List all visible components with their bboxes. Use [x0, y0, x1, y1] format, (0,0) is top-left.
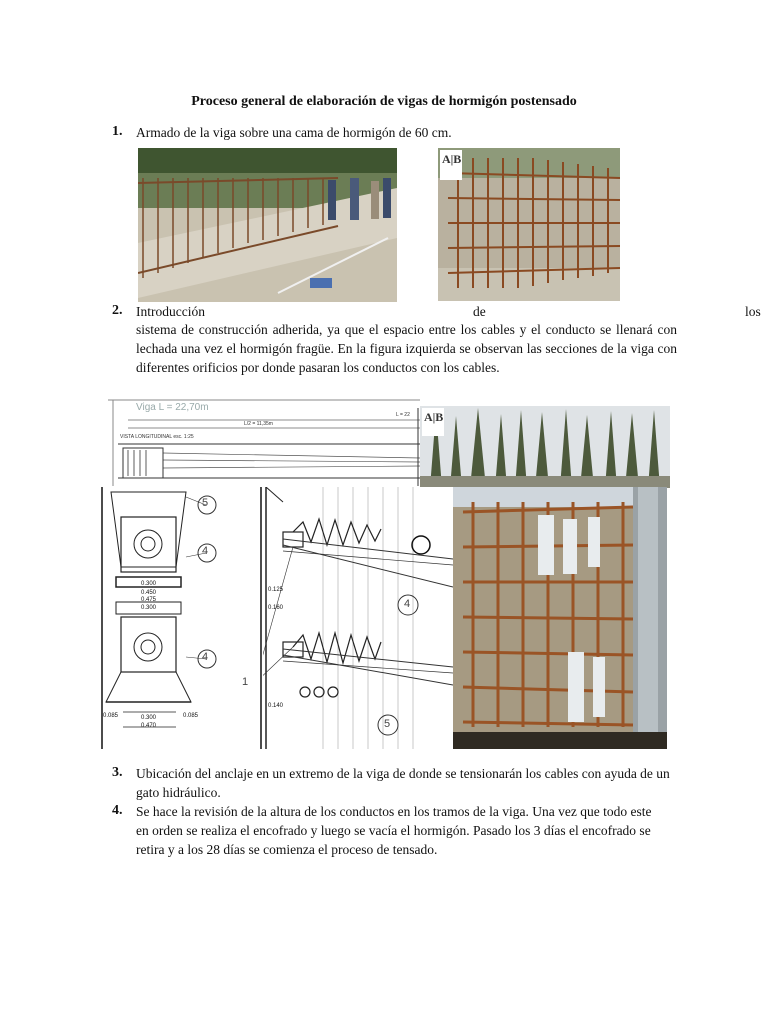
logo-ab: A|B	[442, 152, 462, 166]
drawing-cross-sections	[101, 487, 263, 749]
item-4-number: 4.	[112, 803, 123, 818]
section-dim-6: 0.470	[141, 723, 157, 729]
drawing-view-label: VISTA LONGITUDINAL esc. 1:25	[120, 434, 194, 440]
section-dim-2: 0.450	[141, 590, 157, 596]
section-dim-3: 0.475	[141, 597, 157, 603]
item-2-word-a: Introducción	[136, 304, 205, 319]
drawing-beam-length-title: Viga L = 22,70m	[136, 402, 209, 413]
section-callout-5: 5	[202, 497, 209, 509]
section-dim-1: 0.300	[141, 581, 157, 587]
anchor-dim-1: 0.125	[268, 587, 284, 593]
item-3-text: Ubicación del anclaje en un extremo de la viga de donde se tensionarán los cables con ayuda de un gato hidráulico.	[136, 766, 670, 800]
section-dim-4: 0.300	[141, 605, 157, 611]
item-3-number: 3.	[112, 765, 123, 780]
item-1-number: 1.	[112, 124, 123, 139]
section-callout-4b: 4	[202, 651, 209, 663]
section-dim-left: 0.085	[103, 713, 119, 719]
drawing-anchor-detail	[242, 487, 453, 749]
section-dim-5: 0.300	[141, 715, 157, 721]
photo-beam-rebar-site	[138, 148, 397, 302]
item-2-number: 2.	[112, 303, 123, 318]
drawing-length: L = 22	[396, 412, 410, 418]
anchor-dim-2: 0.160	[268, 605, 284, 611]
photo-rebar-cage-closeup	[438, 148, 620, 301]
logo-ab-2: A|B	[424, 410, 444, 424]
item-2-word-b: de	[473, 304, 486, 319]
photo-trees-site	[420, 406, 670, 488]
section-dim-right: 0.085	[183, 713, 199, 719]
item-2-text: sistema de construcción adherida, ya que el espacio entre los cables y el conducto se llenará con lechada una vez el hormigón fragüe. En la figura izquierda se observan las secciones de la viga con diferentes orificios por donde pasaran los conductos con los cables.	[136, 322, 677, 375]
photo-anchorage-ducts	[453, 487, 667, 749]
anchor-callout-5: 5	[384, 718, 391, 730]
drawing-half-span: L/2 = 11,35m	[244, 421, 273, 427]
item-2-word-c: los	[745, 304, 761, 319]
anchor-callout-1: 1	[242, 676, 249, 688]
item-1-text: Armado de la viga sobre una cama de hormigón de 60 cm.	[136, 125, 452, 140]
anchor-dim-3: 0.140	[268, 703, 284, 709]
drawing-longitudinal-view	[108, 398, 420, 486]
anchor-callout-4: 4	[404, 598, 411, 610]
item-4-text: Se hace la revisión de la altura de los conductos en los tramos de la viga. Una vez que todo este en orden se realiza el encofrado y luego se vacía el hormigón. Pasado los 3 días el encofrado se retira y a los 28 días se comienza el proceso de tensado.	[136, 804, 652, 857]
section-callout-4a: 4	[202, 545, 209, 557]
page-title: Proceso general de elaboración de vigas de hormigón postensado	[191, 94, 577, 109]
